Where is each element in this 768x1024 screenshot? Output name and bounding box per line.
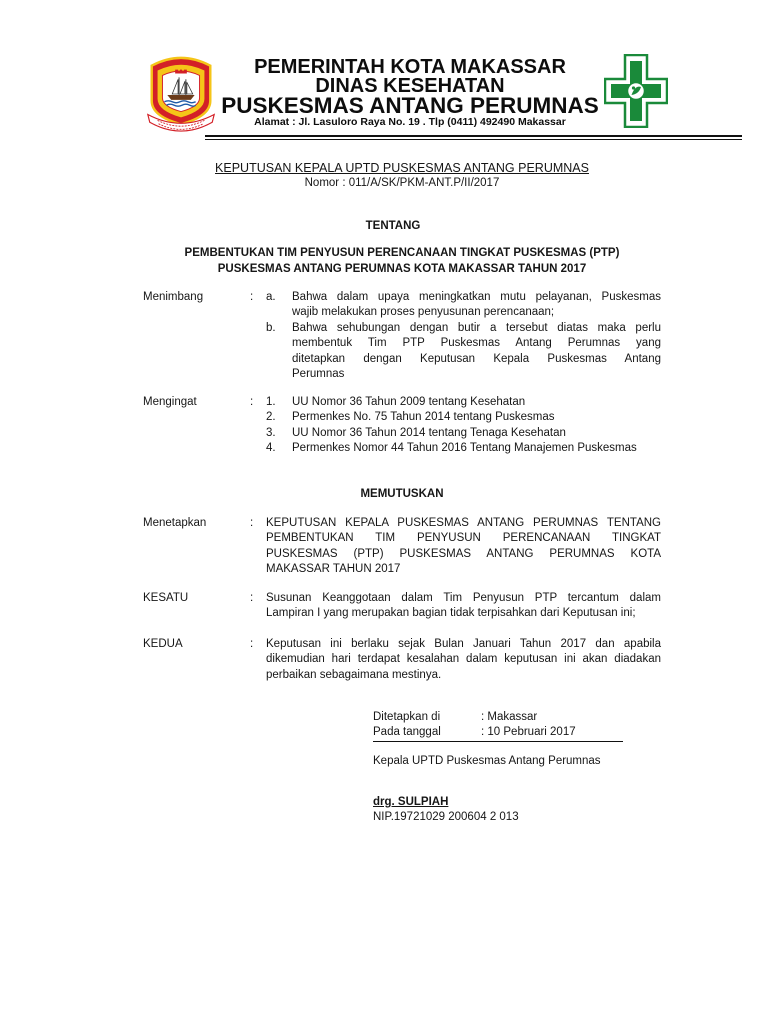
list-marker: 3. — [266, 426, 276, 439]
header-rule-thick — [205, 135, 742, 137]
header-rule-thin — [205, 139, 742, 140]
list-item — [266, 410, 661, 425]
list-item-text — [292, 321, 661, 383]
list-marker: 1. — [266, 396, 276, 408]
text-line: Keputusan ini berlaku sejak Bulan Januari Tahun 2017 dan apabila — [266, 638, 661, 650]
header-government: PEMERINTAH KOTA MAKASSAR — [254, 56, 566, 78]
text-line: wajib melakukan proses penyusunan perencanaan; — [292, 306, 555, 319]
section-body — [266, 516, 661, 578]
signature-date-value: : 10 Pebruari 2017 — [481, 726, 576, 738]
section-label: KEDUA — [143, 638, 183, 650]
section-colon: : — [250, 638, 254, 650]
text-line: dikemudian hari terdapat kesalahan dalam keputusan ini akan diadakan — [266, 653, 661, 666]
list-item — [266, 395, 661, 410]
document-title: KEPUTUSAN KEPALA UPTD PUSKESMAS ANTANG PERUMNAS — [215, 161, 589, 175]
list-item-text: Permenkes Nomor 44 Tahun 2016 Tentang Manajemen Puskesmas — [292, 442, 637, 455]
text-line: MAKASSAR TAHUN 2017 — [266, 563, 401, 576]
list-item-text — [292, 290, 661, 321]
list-item — [266, 321, 661, 383]
signature-name: drg. SULPIAH — [373, 796, 449, 808]
list-item — [266, 441, 661, 456]
section-colon: : — [250, 396, 254, 408]
text-line: PUSKESMAS (PTP) PUSKESMAS ANTANG PERUMNAS KOTA — [266, 547, 661, 560]
section-label: Menetapkan — [143, 517, 207, 529]
section-body — [266, 395, 661, 457]
signature-date-label: Pada tanggal — [373, 726, 441, 738]
list-marker: a. — [266, 291, 276, 303]
signature-nip: NIP.19721029 200604 2 013 — [373, 811, 519, 823]
header-department: DINAS KESEHATAN — [315, 75, 505, 97]
list-item — [266, 290, 661, 321]
list-item-text: UU Nomor 36 Tahun 2009 tentang Kesehatan — [292, 396, 526, 408]
signature-divider — [373, 741, 623, 742]
signature-place-value: : Makassar — [481, 711, 538, 723]
section-body — [266, 290, 661, 382]
section-label: Menimbang — [143, 291, 204, 303]
tentang-heading: TENTANG — [365, 220, 421, 232]
header-institution: PUSKESMAS ANTANG PERUMNAS — [221, 93, 599, 118]
text-line: ditetapkan dengan Keputusan Kepala Puskesmas Antang — [292, 352, 661, 365]
text-line: PEMBENTUKAN TIM PENYUSUN PERENCANAAN TINGKAT — [266, 532, 661, 545]
list-marker: 4. — [266, 442, 276, 455]
text-line: Perumnas — [292, 368, 345, 381]
text-line: membentuk Tim PTP Puskesmas Antang Perumnas yang — [292, 337, 661, 350]
text-line: Susunan Keanggotaan dalam Tim Penyusun PTP tercantum dalam — [266, 592, 661, 604]
puskesmas-logo-icon — [604, 54, 668, 128]
signature-place-label: Ditetapkan di — [373, 711, 441, 723]
list-marker: b. — [266, 321, 276, 334]
section-label: KESATU — [143, 592, 189, 604]
section-colon: : — [250, 291, 254, 303]
list-marker: 2. — [266, 411, 276, 424]
document-number: Nomor : 011/A/SK/PKM-ANT.P/II/2017 — [304, 177, 500, 189]
section-colon: : — [250, 592, 254, 604]
memutuskan-heading: MEMUTUSKAN — [360, 488, 444, 500]
section-body — [266, 591, 661, 622]
list-item — [266, 426, 661, 441]
subject-line: PEMBENTUKAN TIM PENYUSUN PERENCANAAN TINGKAT PUSKESMAS (PTP) — [184, 247, 620, 259]
list-item-text: UU Nomor 36 Tahun 2014 tentang Tenaga Kesehatan — [292, 426, 566, 439]
subject-line: PUSKESMAS ANTANG PERUMNAS KOTA MAKASSAR TAHUN 2017 — [217, 263, 587, 275]
text-line: Bahwa sehubungan dengan butir a tersebut diatas maka perlu — [292, 321, 661, 334]
text-line: Bahwa dalam upaya meningkatkan mutu pelayanan, Puskesmas — [292, 291, 661, 303]
section-colon: : — [250, 517, 254, 529]
text-line: perbaikan sebagaimana mestinya. — [266, 668, 442, 681]
header-address: Alamat : Jl. Lasuloro Raya No. 19 . Tlp (0411) 492490 Makassar — [254, 116, 566, 128]
text-line: KEPUTUSAN KEPALA PUSKESMAS ANTANG PERUMNAS TENTANG — [266, 517, 661, 529]
text-line: Lampiran I yang merupakan bagian tidak terpisahkan dari Keputusan ini; — [266, 607, 636, 620]
list-item-text: Permenkes No. 75 Tahun 2014 tentang Puskesmas — [292, 411, 555, 424]
signature-position: Kepala UPTD Puskesmas Antang Perumnas — [373, 755, 601, 767]
section-body — [266, 637, 661, 683]
section-label: Mengingat — [143, 396, 197, 408]
